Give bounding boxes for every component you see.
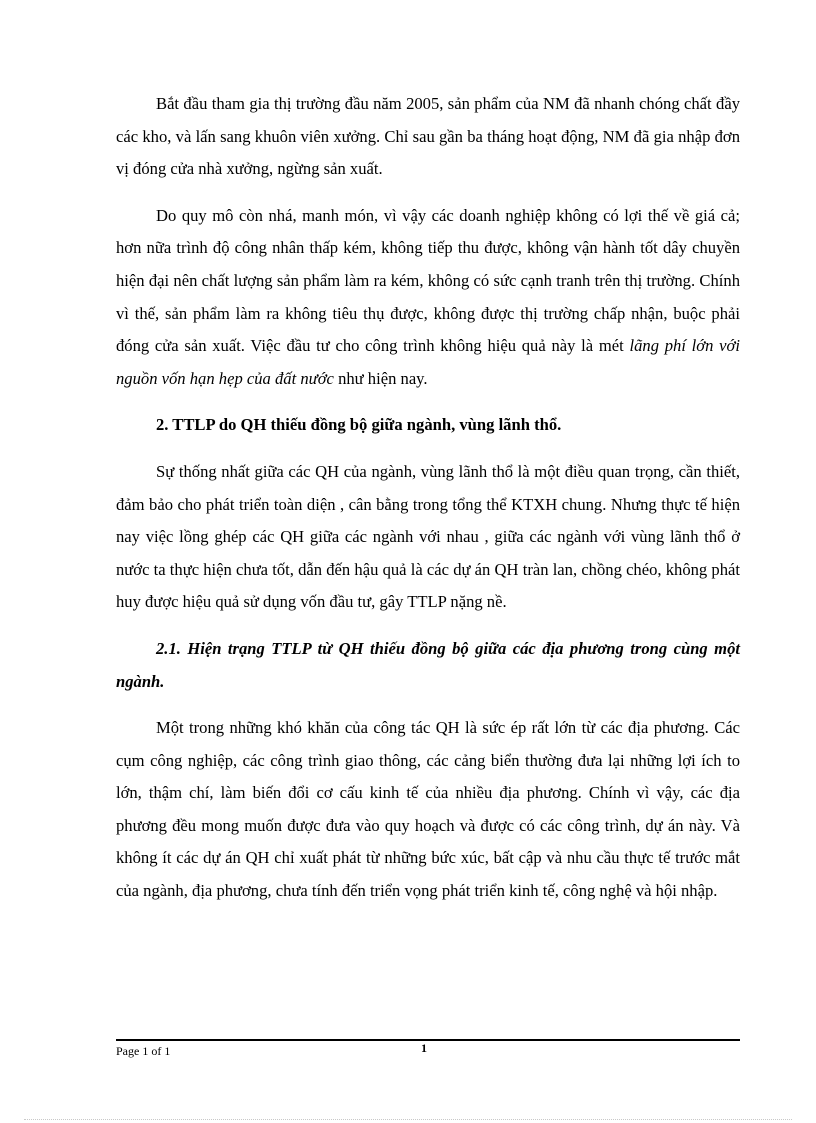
section-heading: 2. TTLP do QH thiếu đồng bộ giữa ngành, vùng lãnh thổ.: [156, 415, 562, 435]
subsection-heading: 2.1. Hiện trạng TTLP từ QH thiếu đồng bộ giữa các địa phương trong cùng một ngành.: [116, 638, 740, 691]
footer-page-number: 1: [421, 1041, 427, 1055]
document-body: [116, 88, 740, 922]
paragraph-text: Do quy mô còn nhá, manh món, vì vậy các doanh nghiệp không có lợi thế về giá cả; hơn nữa trình độ công nhân thấp kém, không tiếp thu được, không vận hành tốt dây chuyền hiện đại nên chất lượng sản phẩm làm ra kém, không có sức cạnh tranh trên thị trường. Chính vì thế, sản phẩm làm ra không tiêu thụ được, không được thị trường chấp nhận, buộc phải đóng cửa sản xuất. Việc đầu tư cho công trình không hiệu quả này là mét: [116, 205, 740, 356]
paragraph: [116, 200, 740, 396]
page-edge-divider: [24, 1119, 792, 1120]
paragraph: Bắt đầu tham gia thị trường đầu năm 2005, sản phẩm của NM đã nhanh chóng chất đầy các kho, và lấn sang khuôn viên xưởng. Chỉ sau gần ba tháng hoạt động, NM đã gia nhập đơn vị đóng cửa nhà xưởng, ngừng sản xuất.: [116, 94, 740, 179]
paragraph-text: như hiện nay.: [333, 368, 428, 388]
footer-divider: [116, 1039, 740, 1041]
paragraph: Một trong những khó khăn của công tác QH là sức ép rất lớn từ các địa phương. Các cụm công nghiệp, các công trình giao thông, các cảng biển thường đưa lại những lợi ích to lớn, thậm chí, làm biến đổi cơ cấu kinh tế của nhiều địa phương. Chính vì vậy, các địa phương đều mong muốn được đưa vào quy hoạch và được có các công trình, dự án này. Và không ít các dự án QH chỉ xuất phát từ những bức xúc, bất cập và nhu cầu thực tế trước mắt của ngành, địa phương, chưa tính đến triển vọng phát triển kinh tế, công nghệ và hội nhập.: [116, 718, 740, 901]
italic-phrase: lãng phí lớn với nguồn vốn hạn hẹp của đất nước: [116, 336, 740, 388]
paragraph: Sự thống nhất giữa các QH của ngành, vùng lãnh thổ là một điều quan trọng, cần thiết, đảm bảo cho phát triển toàn diện , cân bằng trong tổng thể KTXH chung. Nhưng thực tế hiện nay việc lồng ghép các QH giữa các ngành với nhau , giữa các ngành với vùng lãnh thổ ở nước ta thực hiện chưa tốt, dẫn đến hậu quả là các dự án QH tràn lan, chồng chéo, không phát huy được hiệu quả sử dụng vốn đầu tư, gây TTLP nặng nề.: [116, 461, 740, 612]
footer-page-label: Page 1 of 1: [116, 1044, 171, 1058]
